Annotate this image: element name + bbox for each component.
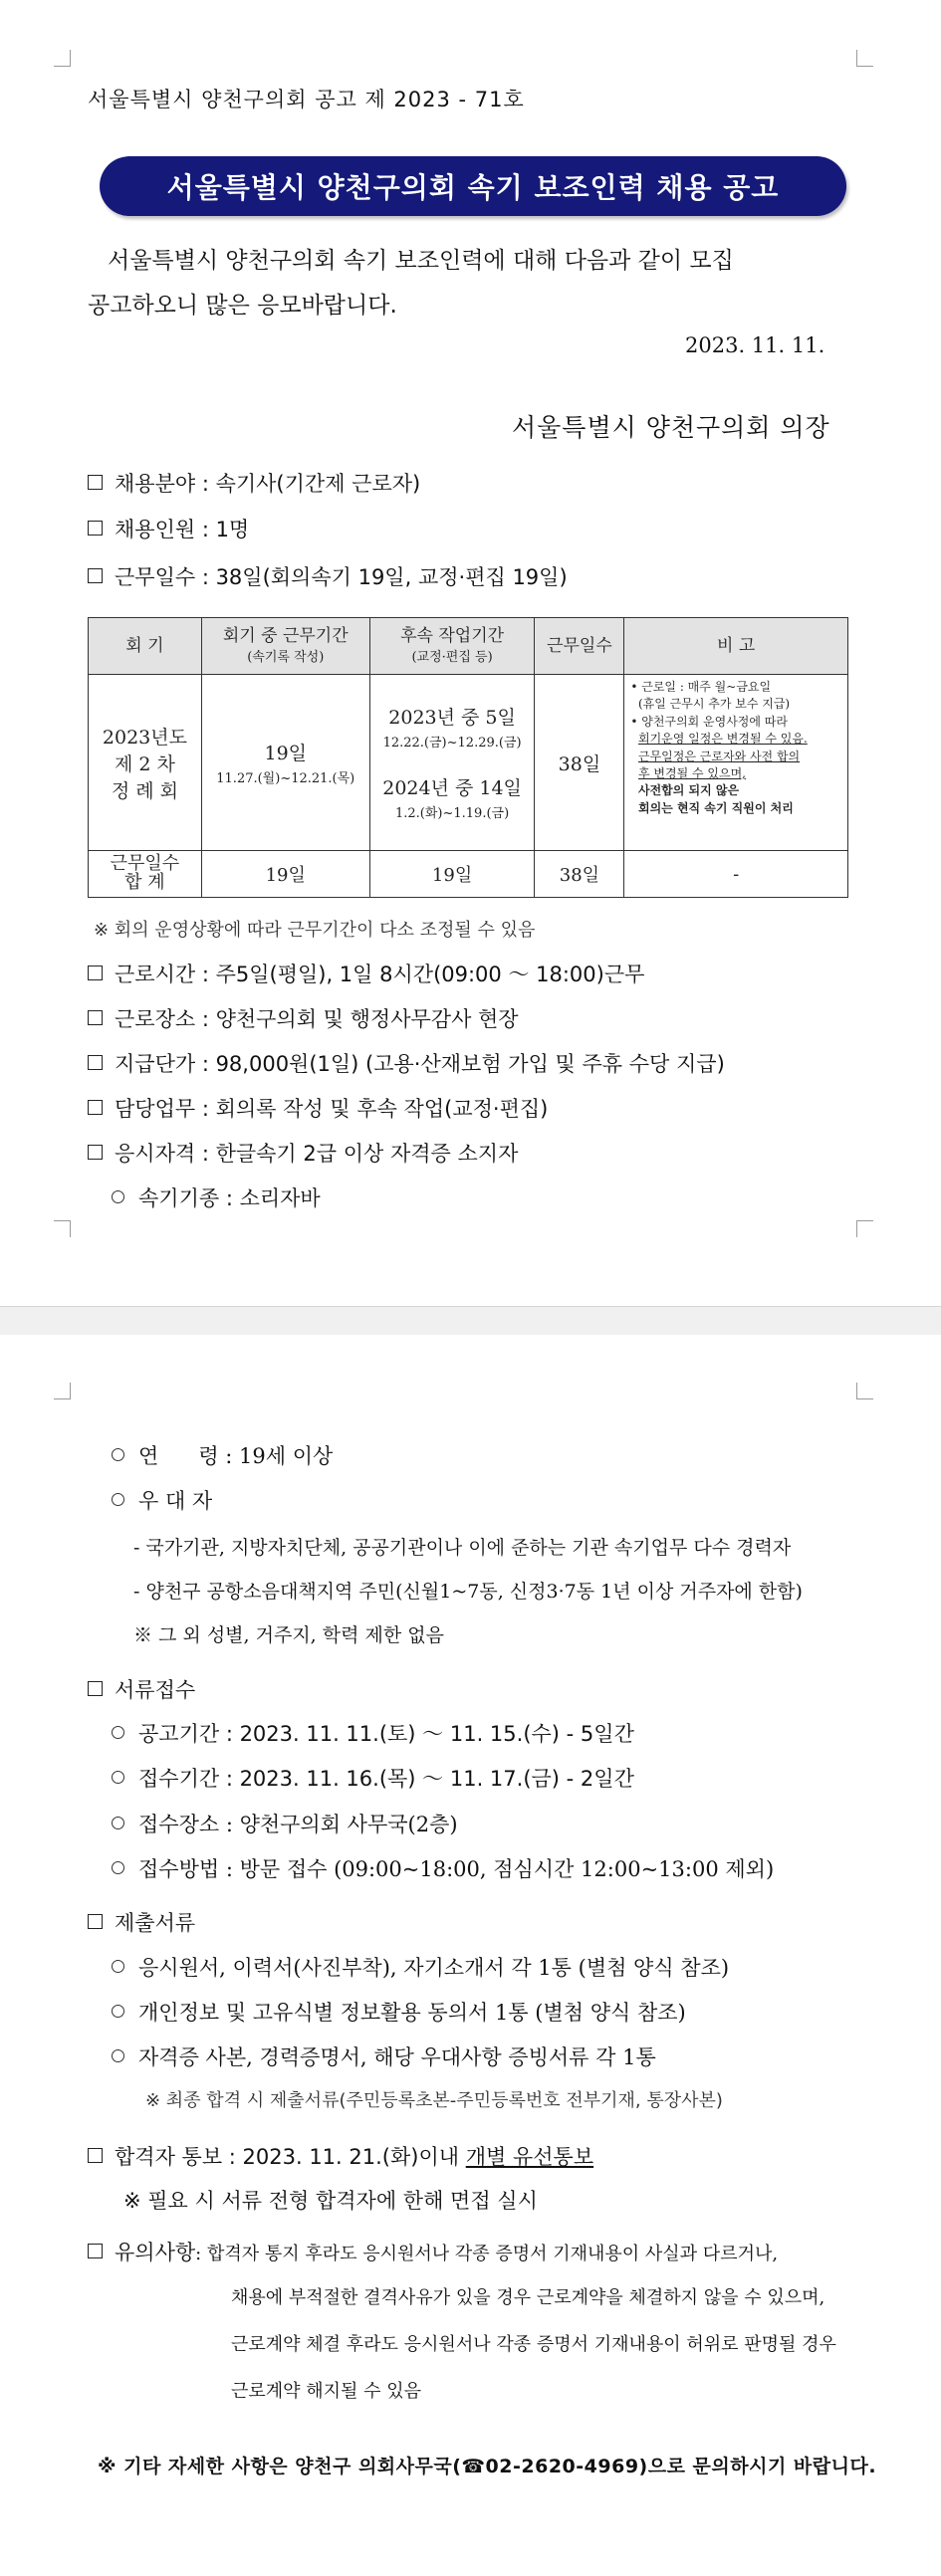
caution-text: 근로계약 해지될 수 있음 [231, 2381, 422, 2402]
application-text: 접수기간 : 2023. 11. 16.(목) ～ 11. 17.(금) - 2일간 [138, 1767, 634, 1791]
application-text: 접수장소 : 양천구의회 사무국(2층) [138, 1813, 458, 1836]
section-title: 제출서류 [115, 1911, 196, 1935]
bullet-circle-icon [112, 2049, 124, 2062]
condition-text: 지급단가 : 98,000원(1일) (고용·산재보험 가입 및 주휴 수당 지급) [115, 1052, 725, 1076]
session-line: 정 례 회 [111, 779, 178, 802]
remark-line: • 양천구의회 운영사정에 따라 [630, 714, 788, 729]
total-label-cell [89, 851, 202, 898]
checkbox-icon [88, 1055, 103, 1070]
document-item [112, 1952, 729, 1982]
crop-mark [54, 1220, 71, 1237]
document-text: 개인정보 및 고유식별 정보활용 동의서 1통 (별첨 양식 참조) [138, 2001, 686, 2025]
recruit-headcount [88, 514, 249, 543]
result-underlined-text: 개별 유선통보 [465, 2145, 594, 2169]
bullet-circle-icon [112, 1960, 124, 1973]
table-header [369, 618, 535, 675]
eligibility-text: 우 대 자 [138, 1489, 213, 1513]
crop-mark [54, 50, 71, 67]
notice-date: 2023. 11. 11. [685, 333, 825, 357]
total-cell: - [624, 851, 848, 898]
condition-machine [112, 1182, 321, 1212]
condition-text: 근로시간 : 주5일(평일), 1일 8시간(09:00 ～ 18:00)근무 [115, 963, 645, 986]
checkbox-icon [88, 568, 103, 583]
table-header [201, 618, 369, 675]
bullet-circle-icon [112, 1771, 124, 1784]
document-page-2 [0, 1335, 941, 2576]
session-line: 2023년도 [102, 726, 187, 749]
condition-duty [88, 1093, 548, 1123]
session-cell [89, 675, 202, 851]
bullet-circle-icon [112, 1448, 124, 1461]
followup-title: 2024년 중 14일 [382, 777, 522, 799]
result-text: 합격자 통보 : 2023. 11. 21.(화)이내 [115, 2145, 466, 2169]
checkbox-icon [88, 1914, 103, 1929]
table-note: ※ 회의 운영상황에 따라 근무기간이 다소 조정될 수 있음 [94, 920, 536, 941]
header-main: 회기 중 근무기간 [222, 625, 349, 646]
recruit-workdays-text: 근무일수 : 38일(회의속기 19일, 교정·편집 19일) [115, 565, 568, 589]
crop-mark [856, 1383, 873, 1399]
recruit-headcount-text: 채용인원 : 1명 [115, 518, 250, 541]
eligibility-text: 연 령 : 19세 이상 [138, 1444, 334, 1468]
session-line: 제 2 차 [114, 752, 175, 775]
table-header: 회 기 [89, 618, 202, 675]
total-cell: 19일 [369, 851, 535, 898]
remark-line: 회기운영 일정은 변경될 수 있음. [637, 732, 808, 747]
condition-qualification [88, 1138, 518, 1168]
checkbox-icon [88, 1100, 103, 1115]
preference-note: ※ 그 외 성별, 거주지, 학력 제한 없음 [133, 1624, 444, 1646]
caution-text: : 합격자 통지 후라도 응시원서나 각종 증명서 기재내용이 사실과 다르거나, [195, 2244, 779, 2264]
section-title: 유의사항 [115, 2241, 196, 2264]
checkbox-icon [88, 2244, 103, 2258]
crop-mark [856, 50, 873, 67]
followup-cell [369, 675, 535, 851]
application-text: 공고기간 : 2023. 11. 11.(토) ～ 11. 15.(수) - 5일간 [138, 1722, 634, 1746]
page-title: 서울특별시 양천구의회 속기 보조인력 채용 공고 [100, 156, 846, 216]
remark-line: 근무일정은 근로자와 사전 합의 [637, 749, 801, 763]
condition-text: 속기기종 : 소리자바 [138, 1186, 321, 1210]
followup-title: 2023년 중 5일 [388, 707, 516, 729]
condition-text: 근로장소 : 양천구의회 및 행정사무감사 현장 [115, 1007, 519, 1031]
document-text: 응시원서, 이력서(사진부착), 자기소개서 각 1통 (별첨 양식 참조) [138, 1956, 730, 1980]
total-days-cell: 38일 [535, 675, 624, 851]
result-section [88, 2141, 593, 2171]
caution-section [88, 2237, 778, 2266]
checkbox-icon [88, 1145, 103, 1160]
application-notice-period [112, 1718, 634, 1748]
preference-item: - 양천구 공항소음대책지역 주민(신월1~7동, 신정3·7동 1년 이상 거주자에 한함) [133, 1581, 803, 1603]
table-header: 근무일수 [535, 618, 624, 675]
table-row [89, 675, 848, 851]
total-label: 합 계 [124, 872, 165, 893]
preference-item: - 국가기관, 지방자치단체, 공공기관이나 이에 준하는 기관 속기업무 다수 경력자 [133, 1537, 792, 1559]
condition-text: 담당업무 : 회의록 작성 및 후속 작업(교정·편집) [115, 1097, 549, 1121]
bullet-circle-icon [112, 1493, 124, 1506]
remark-line: 회의는 현직 속기 직원이 처리 [637, 800, 794, 815]
intro-text-line1: 서울특별시 양천구의회 속기 보조인력에 대해 다음과 같이 모집 [108, 248, 734, 274]
document-item [112, 2041, 656, 2071]
document-note: ※ 최종 합격 시 제출서류(주민등록초본-주민등록번호 전부기재, 통장사본) [145, 2090, 723, 2111]
checkbox-icon [88, 1010, 103, 1025]
session-days: 19일 [264, 742, 308, 764]
bullet-circle-icon [112, 1861, 124, 1874]
followup-period: 12.22.(금)~12.29.(금) [382, 736, 522, 751]
remark-line: 후 변경될 수 있으며, [637, 765, 746, 780]
page-gap [0, 1306, 941, 1336]
eligibility-preference [112, 1485, 212, 1515]
intro-text-line2: 공고하오니 많은 응모바랍니다. [88, 293, 397, 319]
application-place [112, 1809, 458, 1838]
table-row [89, 851, 848, 898]
recruit-field-text: 채용분야 : 속기사(기간제 근로자) [115, 472, 421, 496]
header-main: 후속 작업기간 [400, 625, 505, 646]
documents-section [88, 1907, 195, 1937]
remark-line: (휴일 근무시 추가 보수 지급) [637, 697, 791, 712]
crop-mark [54, 1383, 71, 1399]
caution-text: 근로계약 체결 후라도 응시원서나 각종 증명서 기재내용이 허위로 판명될 경우 [231, 2334, 836, 2355]
checkbox-icon [88, 2148, 103, 2163]
application-method [112, 1853, 774, 1883]
checkbox-icon [88, 521, 103, 536]
condition-place [88, 1003, 519, 1033]
condition-hours [88, 959, 644, 988]
total-label: 근무일수 [110, 853, 180, 875]
application-text: 접수방법 : 방문 접수 (09:00~18:00, 점심시간 12:00~13:00 제외) [138, 1857, 775, 1881]
eligibility-age [112, 1440, 333, 1470]
contact-note: ※ 기타 자세한 사항은 양천구 의회사무국(☎02-2620-4969)으로 문의하시기 바랍니다. [98, 2456, 877, 2477]
remarks-cell [624, 675, 848, 851]
remark-line: 사전합의 되지 않은 [637, 783, 740, 798]
checkbox-icon [88, 475, 103, 490]
table-header: 비 고 [624, 618, 848, 675]
section-title: 서류접수 [115, 1678, 196, 1702]
session-period: 11.27.(월)~12.21.(목) [216, 770, 355, 786]
header-sub: (속기록 작성) [247, 650, 325, 665]
application-receipt-period [112, 1763, 634, 1793]
checkbox-icon [88, 1681, 103, 1696]
signer: 서울특별시 양천구의회 의장 [512, 413, 830, 442]
checkbox-icon [88, 966, 103, 980]
total-cell: 19일 [201, 851, 369, 898]
recruit-field [88, 468, 420, 498]
remark-line: • 근로일 : 매주 월~금요일 [630, 680, 772, 694]
document-item [112, 1997, 686, 2027]
bullet-circle-icon [112, 2005, 124, 2018]
crop-mark [856, 1220, 873, 1237]
total-cell: 38일 [535, 851, 624, 898]
schedule-table [88, 617, 848, 898]
notice-number: 서울특별시 양천구의회 공고 제 2023 - 71호 [88, 88, 525, 111]
condition-pay [88, 1048, 725, 1078]
bullet-circle-icon [112, 1817, 124, 1829]
recruit-workdays [88, 561, 568, 591]
header-sub: (교정·편집 등) [411, 650, 493, 665]
bullet-circle-icon [112, 1726, 124, 1739]
followup-period: 1.2.(화)~1.19.(금) [394, 806, 510, 821]
bullet-circle-icon [112, 1190, 124, 1203]
document-text: 자격증 사본, 경력증명서, 해당 우대사항 증빙서류 각 1통 [138, 2045, 656, 2069]
result-note: ※ 필요 시 서류 전형 합격자에 한해 면접 실시 [123, 2189, 538, 2213]
caution-text: 채용에 부적절한 결격사유가 있을 경우 근로계약을 체결하지 않을 수 있으며, [231, 2287, 825, 2308]
condition-text: 응시자격 : 한글속기 2급 이상 자격증 소지자 [115, 1142, 519, 1166]
session-period-cell [201, 675, 369, 851]
application-section [88, 1674, 195, 1704]
